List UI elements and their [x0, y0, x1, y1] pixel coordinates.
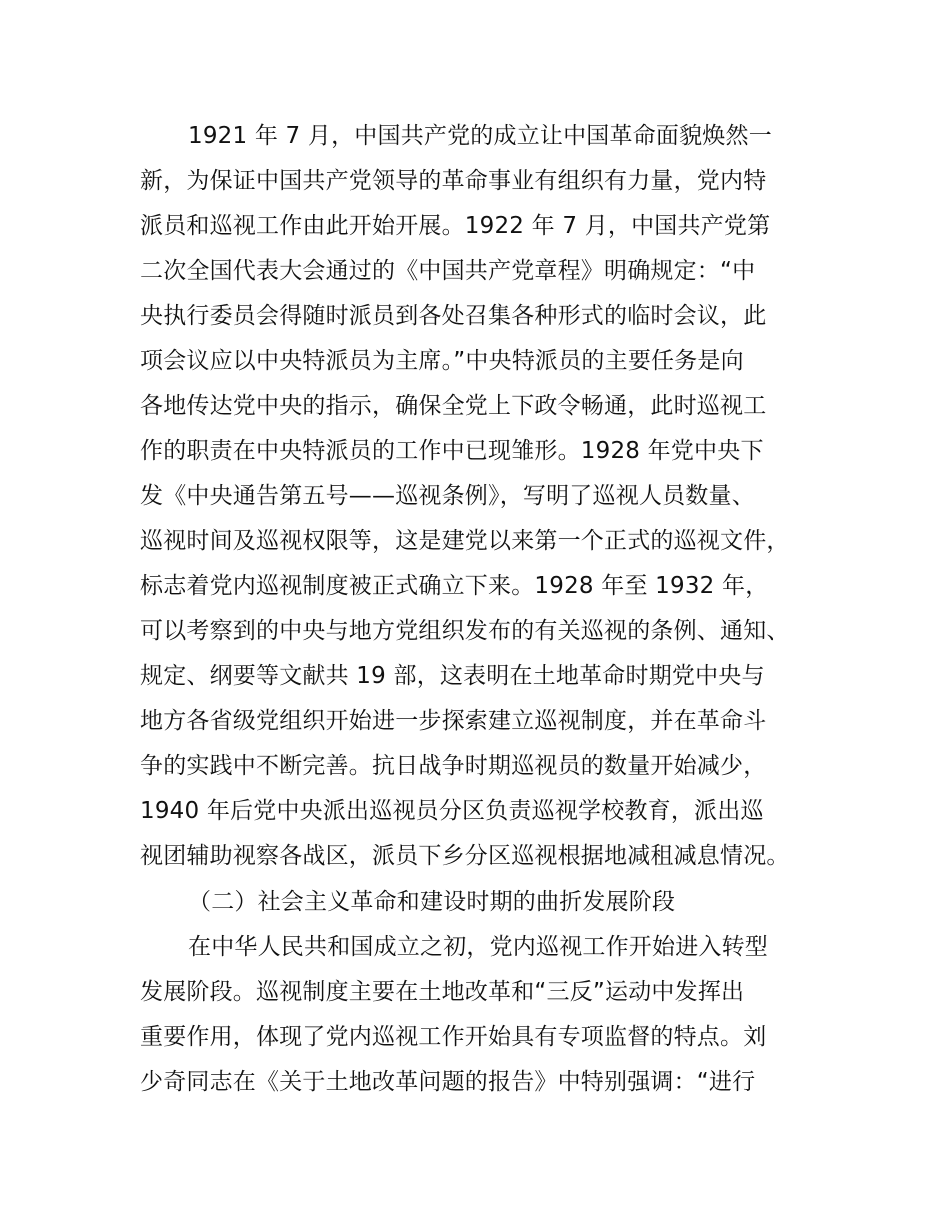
paragraph-1-line-7: 各地传达党中央的指示，确保全党上下政令畅通，此时巡视工	[140, 393, 767, 419]
paragraph-2-line-2: 发展阶段。巡视制度主要在土地改革和“三反”运动中发挥出	[140, 979, 745, 1005]
paragraph-1-line-1: 1921 年 7 月，中国共产党的成立让中国革命面貌焕然一	[188, 123, 772, 149]
paragraph-1-line-6: 项会议应以中央特派员为主席。”中央特派员的主要任务是向	[140, 348, 744, 374]
paragraph-1-line-8: 作的职责在中央特派员的工作中已现雏形。1928 年党中央下	[140, 438, 764, 464]
paragraph-1-line-16: 1940 年后党中央派出巡视员分区负责巡视学校教育，派出巡	[140, 798, 764, 824]
paragraph-2-line-3: 重要作用，体现了党内巡视工作开始具有专项监督的特点。刘	[140, 1024, 767, 1050]
paragraph-1-line-9: 发《中央通告第五号——巡视条例》，写明了巡视人员数量、	[140, 483, 755, 509]
paragraph-2-line-4: 少奇同志在《关于土地改革问题的报告》中特别强调：“进行	[140, 1069, 756, 1095]
paragraph-1-line-12: 可以考察到的中央与地方党组织发布的有关巡视的条例、通知、	[140, 618, 790, 644]
paragraph-1-line-13: 规定、纲要等文献共 19 部，这表明在土地革命时期党中央与	[140, 663, 765, 689]
paragraph-1-line-11: 标志着党内巡视制度被正式确立下来。1928 年至 1932 年，	[140, 573, 769, 599]
paragraph-1-line-2: 新，为保证中国共产党领导的革命事业有组织有力量，党内特	[140, 168, 767, 194]
paragraph-1-line-10: 巡视时间及巡视权限等，这是建党以来第一个正式的巡视文件，	[140, 528, 790, 554]
paragraph-2-line-1: 在中华人民共和国成立之初，党内巡视工作开始进入转型	[188, 934, 768, 960]
section-heading: （二）社会主义革命和建设时期的曲折发展阶段	[188, 889, 676, 915]
paragraph-1-line-3: 派员和巡视工作由此开始开展。1922 年 7 月，中国共产党第	[140, 213, 771, 239]
paragraph-1-line-4: 二次全国代表大会通过的《中国共产党章程》明确规定：“中	[140, 258, 756, 284]
paragraph-1-line-14: 地方各省级党组织开始进一步探索建立巡视制度，并在革命斗	[140, 708, 767, 734]
paragraph-1-line-5: 央执行委员会得随时派员到各处召集各种形式的临时会议，此	[140, 303, 767, 329]
paragraph-1-line-15: 争的实践中不断完善。抗日战争时期巡视员的数量开始减少，	[140, 753, 767, 779]
paragraph-1-line-17: 视团辅助视察各战区，派员下乡分区巡视根据地减租减息情况。	[140, 843, 790, 869]
